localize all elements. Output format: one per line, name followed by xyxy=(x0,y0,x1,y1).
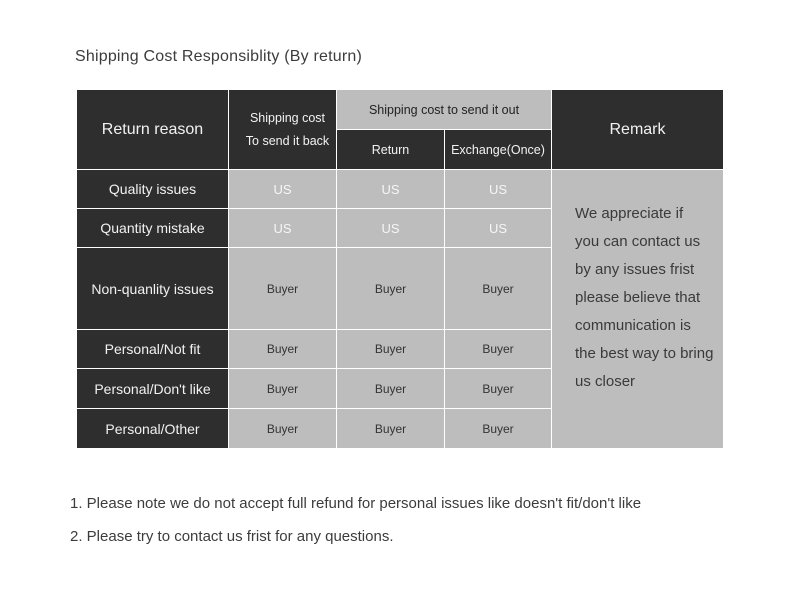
cell-ship-back: Buyer xyxy=(229,330,337,369)
remark-line: please believe that xyxy=(575,289,701,306)
cell-return: Buyer xyxy=(337,409,445,449)
page-title: Shipping Cost Responsiblity (By return) xyxy=(75,48,363,65)
header-return: Return xyxy=(337,130,445,170)
header-ship-back-line2: To send it back xyxy=(245,133,330,148)
cell-exchange: Buyer xyxy=(445,409,552,449)
header-return-reason: Return reason xyxy=(77,90,229,170)
cell-return: US xyxy=(337,209,445,248)
header-ship-back xyxy=(229,90,337,170)
table-row xyxy=(77,170,724,209)
remark-line: We appreciate if xyxy=(575,205,684,222)
cell-return: Buyer xyxy=(337,330,445,369)
cell-return: Buyer xyxy=(337,248,445,330)
header-ship-back-line1: Shipping cost xyxy=(249,110,326,125)
remark-line: communication is xyxy=(575,317,691,334)
row-reason: Personal/Not fit xyxy=(77,330,229,369)
footnotes xyxy=(70,487,641,553)
cell-return: Buyer xyxy=(337,369,445,409)
cell-exchange: US xyxy=(445,170,552,209)
row-reason: Non-quanlity issues xyxy=(77,248,229,330)
cell-exchange: Buyer xyxy=(445,330,552,369)
remark-line: us closer xyxy=(575,373,636,390)
cell-return: US xyxy=(337,170,445,209)
row-reason: Personal/Other xyxy=(77,409,229,449)
header-remark: Remark xyxy=(552,90,724,170)
cell-ship-back: Buyer xyxy=(229,409,337,449)
row-reason: Quantity mistake xyxy=(77,209,229,248)
cell-ship-back: Buyer xyxy=(229,369,337,409)
shipping-cost-table xyxy=(76,89,724,449)
header-exchange: Exchange(Once) xyxy=(445,130,552,170)
cell-ship-back: US xyxy=(229,170,337,209)
cell-ship-back: Buyer xyxy=(229,248,337,330)
remark-line: the best way to bring xyxy=(575,345,714,362)
remark-text xyxy=(552,170,724,449)
remark-line: you can contact us xyxy=(575,233,701,250)
remark-line: by any issues frist xyxy=(575,261,695,278)
header-send-out: Shipping cost to send it out xyxy=(337,90,552,130)
cell-exchange: US xyxy=(445,209,552,248)
cell-exchange: Buyer xyxy=(445,248,552,330)
cell-exchange: Buyer xyxy=(445,369,552,409)
row-reason: Quality issues xyxy=(77,170,229,209)
row-reason: Personal/Don't like xyxy=(77,369,229,409)
footnote-2: 2. Please try to contact us frist for any questions. xyxy=(70,528,394,545)
footnote-1: 1. Please note we do not accept full refund for personal issues like doesn't fit/don't like xyxy=(70,495,642,512)
cell-ship-back: US xyxy=(229,209,337,248)
